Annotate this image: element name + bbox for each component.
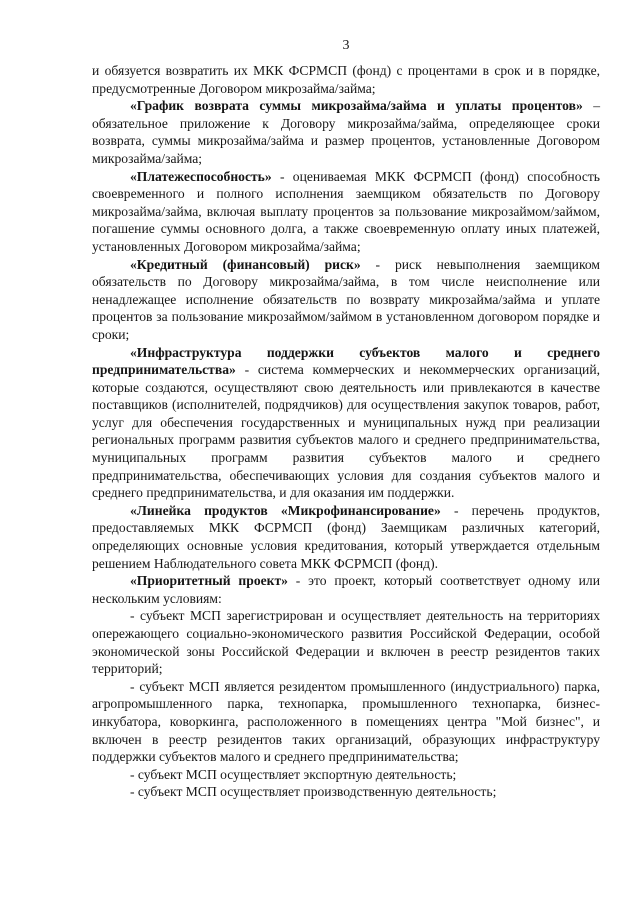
definition-text: - оцениваемая МКК ФСРМСП (фонд) способность своевременного и полного исполнения заемщиком обязательств по Договору микрозайма/займа, включая выплату процентов за пользование микрозаймом/займом, погашение суммы основного долга, а также своевременную оплату иных платежей, установленных Договором микрозайма/займа;: [92, 168, 600, 254]
definition-solvency: [92, 168, 600, 256]
definition-text: - система коммерческих и некоммерческих организаций, которые создаются, осуществляют свою деятельность или привлекаются в качестве поставщиков (исполнителей, подрядчиков) для осуществления закупок товаров, работ, услуг для обеспечения государственных и муниципальных нужд при реализации региональных программ развития субъектов малого и среднего предпринимательства, муниципальных программ развития субъектов малого и среднего предпринимательства, обеспечивающих условия для создания субъектов малого и среднего предпринимательства, и для оказания им поддержки.: [92, 362, 600, 501]
list-item: - субъект МСП зарегистрирован и осуществляет деятельность на территориях опережающего социально-экономического развития Российской Федерации, особой экономической зоны Российской Федерации и включен в реестр резидентов таких территорий;: [92, 608, 600, 677]
definition-repayment-schedule: [92, 97, 600, 167]
definition-text: - риск невыполнения заемщиком обязательств по Договору микрозайма/займа, в том числе неисполнение или ненадлежащее исполнение обязательств по возврату микрозайма/займа и уплате процентов за пользование микрозаймом/займом в установленном договором порядке и сроки;: [92, 256, 600, 342]
paragraph-text: и обязуется возвратить их МКК ФСРМСП (фонд) с процентами в срок и в порядке, предусмотренные Договором микрозайма/займа;: [92, 63, 600, 96]
list-item: - субъект МСП осуществляет экспортную деятельность;: [130, 766, 457, 782]
document-body: [92, 62, 600, 801]
definition-product-line: [92, 502, 600, 572]
paragraph-continuation: [92, 62, 600, 97]
definition-text: - перечень продуктов, предоставляемых МКК ФСРМСП (фонд) Заемщикам различных категорий, определяющих основные условия кредитования, который утверждается отдельным решением Наблюдательного совета МКК ФСРМСП (фонд).: [92, 502, 600, 571]
list-item: - субъект МСП является резидентом промышленного (индустриального) парка, агропромышленного парка, технопарка, промышленного технопарка, бизнес-инкубатора, коворкинга, расположенного в помещениях центра "Мой бизнес", и включен в реестр резидентов таких организаций, образующих инфраструктуру поддержки субъектов малого и среднего предпринимательства;: [92, 678, 600, 765]
definition-credit-risk: [92, 256, 600, 344]
definition-term: «Кредитный (финансовый) риск»: [130, 256, 361, 272]
list-item: - субъект МСП осуществляет производственную деятельность;: [130, 784, 497, 800]
definition-term: «Приоритетный проект»: [130, 573, 288, 589]
definition-text: - это проект, который соответствует одному или нескольким условиям:: [92, 573, 600, 606]
definition-term: «График возврата суммы микрозайма/займа и уплаты процентов»: [130, 98, 583, 114]
definition-term: «Платежеспособность»: [130, 168, 272, 184]
page-number: 3: [342, 38, 350, 53]
definition-term: «Линейка продуктов «Микрофинансирование»: [130, 502, 441, 518]
definition-text: – обязательное приложение к Договору микрозайма/займа, определяющее сроки возврата, суммы микрозайма/займа и размер процентов, установленные Договором микрозайма/займа;: [92, 98, 600, 166]
definition-term: «Инфраструктура поддержки субъектов малого и среднего предпринимательства»: [92, 344, 600, 378]
definition-priority-project: [92, 572, 600, 607]
definition-infrastructure: [92, 344, 600, 502]
